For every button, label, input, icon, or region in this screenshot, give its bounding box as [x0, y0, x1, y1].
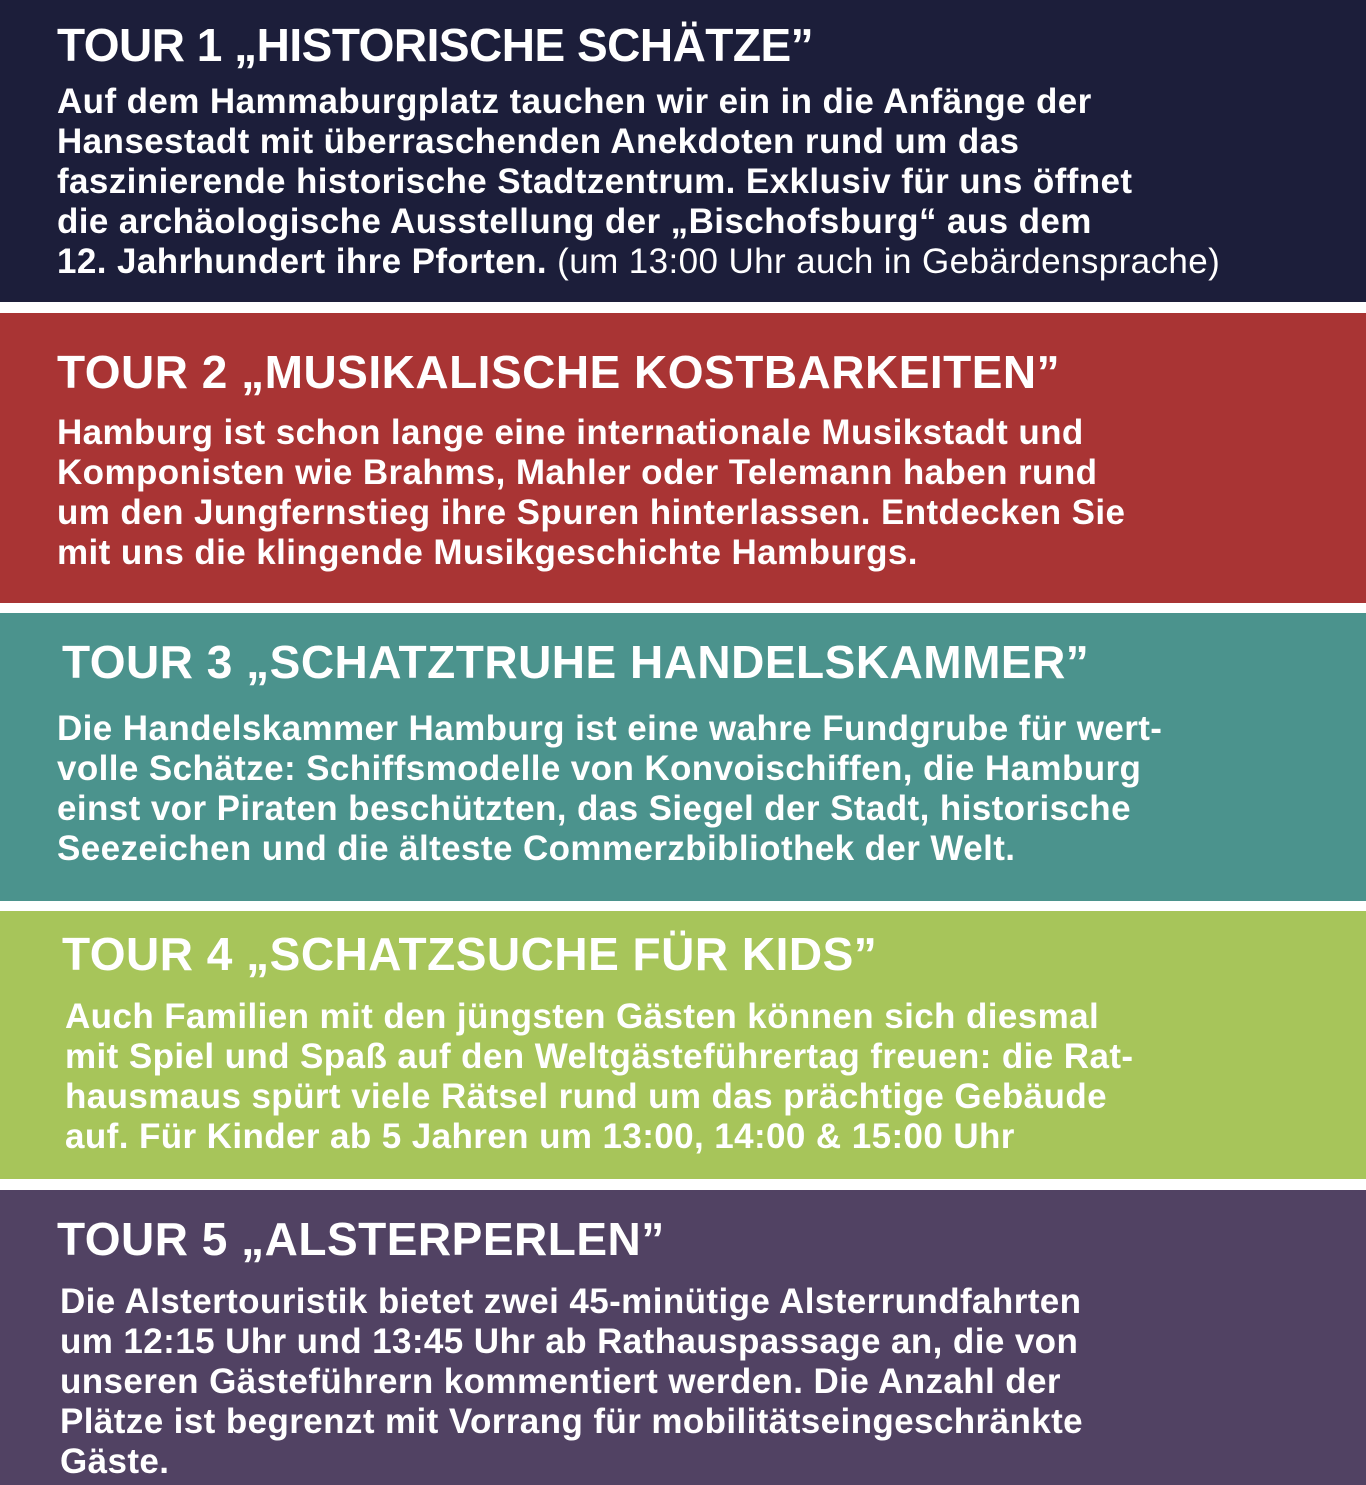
tour-5-line-5: Gäste. [60, 1442, 170, 1481]
tour-4-line-2: mit Spiel und Spaß auf den Weltgästeführertag freuen: die Rat- [65, 1037, 1134, 1076]
tour-1-note: (um 13:00 Uhr auch in Gebärdensprache) [547, 242, 1221, 281]
tour-5-line-2: um 12:15 Uhr und 13:45 Uhr ab Rathauspassage an, die von [60, 1322, 1079, 1361]
tour-1-title: TOUR 1 „HISTORISCHE SCHÄTZE” [57, 19, 814, 71]
tour-2-title: TOUR 2 „MUSIKALISCHE KOSTBARKEITEN” [57, 346, 1061, 398]
tour-3-line-3: einst vor Piraten beschützten, das Siegel der Stadt, historische [57, 789, 1131, 828]
tour-1-line-5-wrap [57, 242, 1366, 282]
tour-4-description [65, 997, 1366, 1157]
tour-5-line-3: unseren Gästeführern kommentiert werden. Die Anzahl der [60, 1362, 1061, 1401]
tour-3-description [57, 709, 1366, 869]
tour-3-panel [0, 613, 1366, 901]
tour-5-panel [0, 1190, 1366, 1485]
tour-4-line-4: auf. Für Kinder ab 5 Jahren um 13:00, 14:00 & 15:00 Uhr [65, 1117, 1015, 1156]
tour-4-title: TOUR 4 „SCHATZSUCHE FÜR KIDS” [62, 928, 878, 980]
tour-1-description [57, 82, 1366, 282]
tour-1-panel [0, 0, 1366, 302]
tour-5-title: TOUR 5 „ALSTERPERLEN” [57, 1213, 665, 1265]
tour-4-line-3: hausmaus spürt viele Rätsel rund um das prächtige Gebäude [65, 1077, 1107, 1116]
tour-5-description [60, 1282, 1366, 1482]
tour-3-line-1: Die Handelskammer Hamburg ist eine wahre Fundgrube für wert- [57, 709, 1163, 748]
tour-1-line-5: 12. Jahrhundert ihre Pforten. [57, 242, 548, 281]
tour-4-panel [0, 911, 1366, 1179]
tour-1-line-4: die archäologische Ausstellung der „Bischofsburg“ aus dem [57, 202, 1092, 241]
tour-5-line-4: Plätze ist begrenzt mit Vorrang für mobilitätseingeschränkte [60, 1402, 1084, 1441]
tour-5-line-1: Die Alstertouristik bietet zwei 45-minütige Alsterrundfahrten [60, 1282, 1082, 1321]
tour-2-panel [0, 313, 1366, 603]
tour-3-line-4: Seezeichen und die älteste Commerzbibliothek der Welt. [57, 829, 1016, 868]
tour-2-line-3: um den Jungfernstieg ihre Spuren hinterlassen. Entdecken Sie [57, 493, 1126, 532]
tour-4-line-1: Auch Familien mit den jüngsten Gästen können sich diesmal [65, 997, 1100, 1036]
tour-2-description [57, 413, 1366, 573]
tour-1-line-1: Auf dem Hammaburgplatz tauchen wir ein in die Anfänge der [57, 82, 1092, 121]
tour-1-line-2: Hansestadt mit überraschenden Anekdoten rund um das [57, 122, 1020, 161]
tour-2-line-1: Hamburg ist schon lange eine internationale Musikstadt und [57, 413, 1084, 452]
tour-3-title: TOUR 3 „SCHATZTRUHE HANDELSKAMMER” [62, 636, 1090, 688]
tour-2-line-4: mit uns die klingende Musikgeschichte Hamburgs. [57, 533, 918, 572]
tour-3-line-2: volle Schätze: Schiffsmodelle von Konvoischiffen, die Hamburg [57, 749, 1142, 788]
tour-2-line-2: Komponisten wie Brahms, Mahler oder Telemann haben rund [57, 453, 1098, 492]
tour-1-line-3: faszinierende historische Stadtzentrum. Exklusiv für uns öffnet [57, 162, 1133, 201]
